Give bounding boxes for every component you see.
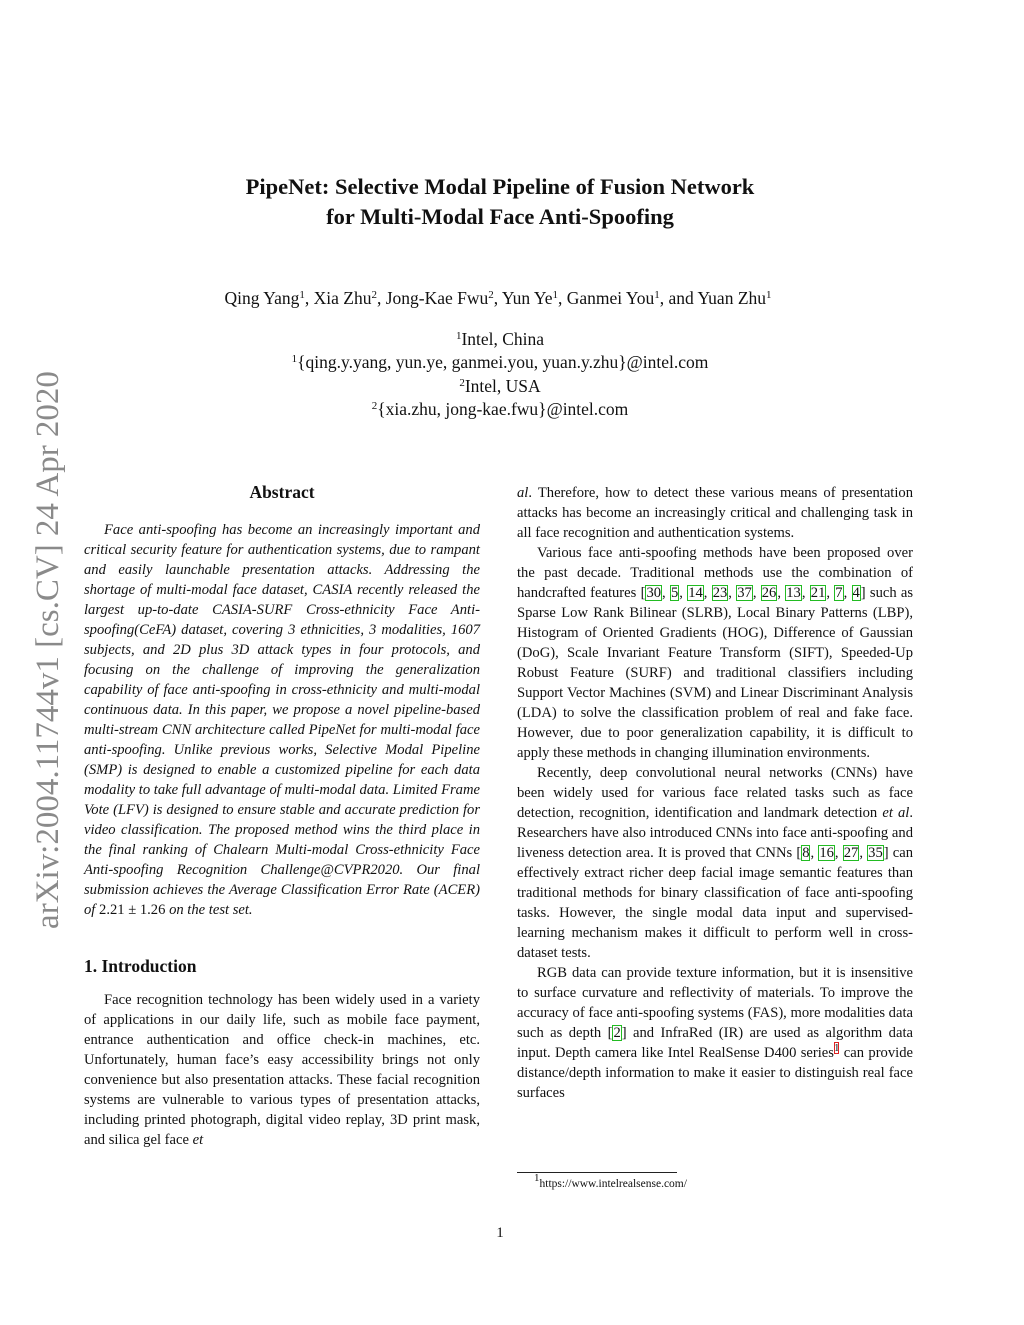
right-column bbox=[517, 483, 913, 1103]
citation-link[interactable]: 13 bbox=[786, 585, 801, 601]
affiliation-mark: 2 bbox=[459, 376, 465, 389]
author-affil-mark: 2 bbox=[488, 289, 494, 301]
paragraph-text: . Therefore, how to detect these various means of presentation attacks has become an increasingly critical and challenging task in all face recognition and authentication systems. bbox=[517, 485, 913, 541]
affiliations bbox=[200, 328, 800, 421]
citation-separator: , bbox=[703, 585, 712, 601]
left-column bbox=[84, 480, 480, 1150]
italic-et-al: et al bbox=[882, 805, 910, 821]
intro-paragraph-4 bbox=[517, 963, 913, 1103]
footnote-url: https://www.intelrealsense.com/ bbox=[539, 1178, 687, 1190]
intro-paragraph-2 bbox=[517, 543, 913, 763]
author-name: Ganmei You bbox=[566, 288, 655, 308]
paragraph-text: . Researchers have also introduced CNNs into face anti-spoofing and liveness detection area. It is proved that CNNs [ bbox=[517, 805, 913, 861]
acer-value: 2.21 ± 1.26 bbox=[99, 902, 166, 918]
intro-paragraph-3 bbox=[517, 763, 913, 963]
italic-et: et bbox=[192, 1132, 204, 1148]
citation-separator: , bbox=[752, 585, 761, 601]
citation-link[interactable]: 2 bbox=[613, 1025, 621, 1041]
arxiv-identifier-stamp: arXiv:2004.11744v1 [cs.CV] 24 Apr 2020 bbox=[30, 371, 66, 929]
affiliation-mark: 1 bbox=[455, 330, 462, 342]
author-affil-mark: 1 bbox=[766, 289, 772, 301]
author-name: Qing Yang bbox=[224, 288, 300, 308]
author-name: Yuan Zhu bbox=[697, 288, 767, 308]
citation-separator: , bbox=[810, 845, 819, 861]
paragraph-text: ] and InfraRed (IR) are used as algorithm data input. Depth camera like Intel RealSense D400 series bbox=[517, 1025, 913, 1061]
author-affil-mark: 1 bbox=[299, 289, 305, 301]
citation-link[interactable]: 30 bbox=[646, 585, 662, 601]
citation-separator: , bbox=[662, 585, 670, 601]
citation-separator: , bbox=[834, 845, 843, 861]
author-name: Jong-Kae Fwu bbox=[385, 288, 489, 308]
author-separator: , bbox=[304, 288, 314, 308]
abstract-heading: Abstract bbox=[249, 482, 315, 502]
paragraph-text: ] can effectively extract richer deep facial image semantic features than traditional methods for binary classification of face anti-spoofing tasks. However, the single modal data input and supervised-learning mechanism makes it difficult to perform well in cross-dataset tests. bbox=[517, 845, 914, 961]
paragraph-text: can provide distance/depth information to make it easier to distinguish real face surfaces bbox=[517, 1045, 913, 1101]
citation-link[interactable]: 21 bbox=[810, 585, 826, 601]
citation-link[interactable]: 8 bbox=[802, 845, 810, 861]
affiliation-line bbox=[200, 375, 800, 398]
citation-link[interactable]: 16 bbox=[819, 845, 834, 861]
citation-separator: , bbox=[679, 585, 688, 601]
citation-link[interactable]: 14 bbox=[688, 585, 703, 601]
paragraph-text: RGB data can provide texture information, but it is insensitive to surface curvature and reflectivity of materials. To improve the accuracy of face anti-spoofing systems (FAS), more modalities data such as depth [ bbox=[517, 965, 913, 1041]
abstract-body bbox=[84, 520, 480, 920]
citation-link[interactable]: 26 bbox=[761, 585, 777, 601]
title-line-2: for Multi-Modal Face Anti-Spoofing bbox=[326, 204, 674, 229]
abstract-text-end: on the test set. bbox=[169, 902, 253, 918]
italic-al: al bbox=[517, 485, 529, 501]
affiliation-email: {qing.y.yang, yun.ye, ganmei.you, yuan.y.zhu}@intel.com bbox=[297, 352, 709, 373]
citation-link[interactable]: 37 bbox=[737, 585, 752, 601]
affiliation-line bbox=[200, 398, 800, 421]
author-separator: , and bbox=[659, 288, 698, 308]
footnote-rule bbox=[517, 1172, 677, 1173]
citation-link[interactable]: 27 bbox=[843, 845, 859, 861]
footnote-mark: 1 bbox=[534, 1172, 540, 1184]
citation-list bbox=[645, 585, 860, 601]
citation-list bbox=[801, 845, 884, 861]
affiliation-email: {xia.zhu, jong-kae.fwu}@intel.com bbox=[377, 398, 629, 419]
paragraph-text: Face recognition technology has been widely used in a variety of applications in our daily life, such as mobile face payment, entrance authentication and office check-in machines, etc. Unfortunately, human face’s easy accessibility brings not only convenience but also presentation attacks. These facial recognition systems are vulnerable to various types of presentation attacks, including printed photograph, digital video replay, 3D print mask, and silica gel face bbox=[84, 992, 480, 1148]
author-name: Xia Zhu bbox=[313, 288, 372, 308]
author-affil-mark: 2 bbox=[371, 289, 377, 301]
citation-link[interactable]: 23 bbox=[712, 585, 728, 601]
paragraph-text: ] such as Sparse Low Rank Bilinear (SLRB), Local Binary Patterns (LBP), Histogram of Oriented Gradients (HOG), Difference of Gaussian (DoG), Scale Invariant Feature Transform (SIFT), Speeded-Up Robust Feature (SURF) and traditional classifiers including Support Vector Machines (SVM) and Linear Discriminant Analysis (LDA) to solve the classification problem of real and fake face. However, due to poor generalization capability, it is difficult to apply these methods in changing illumination environments. bbox=[517, 585, 914, 761]
citation-link[interactable]: 5 bbox=[670, 585, 679, 601]
citation-separator: , bbox=[843, 585, 852, 601]
citation-link[interactable]: 7 bbox=[835, 585, 843, 601]
citation-link[interactable]: 35 bbox=[868, 845, 883, 861]
author-separator: , bbox=[376, 288, 386, 308]
abstract-text: Face anti-spoofing has become an increasingly important and critical security feature for authentication systems, due to rampant and easily launchable presentation attacks. Addressing the shortage of multi-modal face dataset, CASIA recently released the largest up-to-date CASIA-SURF Cross-ethnicity Face Anti-spoofing(CeFA) dataset, covering 3 ethnicities, 3 modalities, 1607 subjects, and 2D plus 3D attack types in four protocols, and focusing on the challenge of improving the generalization capability of face anti-spoofing in cross-ethnicity and multi-modal continuous data. In this paper, we propose a novel pipeline-based multi-stream CNN architecture called PipeNet for multi-modal face anti-spoofing. Unlike previous works, Selective Modal Pipeline (SMP) is designed to enable a customized pipeline for each data modality to take full advantage of multi-modal data. Limited Frame Vote (LFV) is designed to ensure stable and accurate prediction for video classification. The proposed method wins the third place in the final ranking of Chalearn Multi-modal Cross-ethnicity Face Anti-spoofing Recognition Challenge@CVPR2020. Our final submission achieves the Average Classification Error Rate (ACER) of bbox=[84, 522, 480, 918]
author-separator: , bbox=[557, 288, 567, 308]
citation-link[interactable]: 4 bbox=[852, 585, 860, 601]
paragraph-text: Recently, deep convolutional neural networks (CNNs) have been widely used for various face related tasks such as face detection, recognition, identification and landmark detection bbox=[517, 765, 913, 821]
citation-separator: , bbox=[826, 585, 835, 601]
page-number: 1 bbox=[496, 1225, 504, 1241]
citation-separator: , bbox=[859, 845, 868, 861]
author-affil-mark: 1 bbox=[552, 289, 558, 301]
author-affil-mark: 1 bbox=[654, 289, 660, 301]
footnote-link[interactable]: 1 bbox=[833, 1042, 840, 1054]
intro-paragraph-1-continued bbox=[517, 483, 913, 543]
citation-separator: , bbox=[801, 585, 810, 601]
affiliation-line bbox=[200, 351, 800, 374]
author-name: Yun Ye bbox=[501, 288, 553, 308]
author-list bbox=[130, 286, 866, 310]
affiliation-mark: 1 bbox=[291, 353, 298, 366]
section-heading-introduction: 1. Introduction bbox=[84, 956, 197, 976]
citation-separator: , bbox=[728, 585, 737, 601]
affiliation-text: Intel, USA bbox=[464, 375, 541, 396]
paragraph-text: Various face anti-spoofing methods have been proposed over the past decade. Traditional methods use the combination of handcrafted features [ bbox=[517, 545, 913, 601]
title-line-1: PipeNet: Selective Modal Pipeline of Fusion Network bbox=[245, 174, 755, 199]
footnote bbox=[534, 1172, 914, 1192]
intro-paragraph-1 bbox=[84, 990, 480, 1150]
citation-separator: , bbox=[777, 585, 786, 601]
author-separator: , bbox=[493, 288, 502, 308]
paper-title bbox=[150, 172, 850, 232]
affiliation-line bbox=[200, 328, 800, 351]
affiliation-text: Intel, China bbox=[461, 329, 545, 349]
affiliation-mark: 2 bbox=[371, 399, 378, 412]
